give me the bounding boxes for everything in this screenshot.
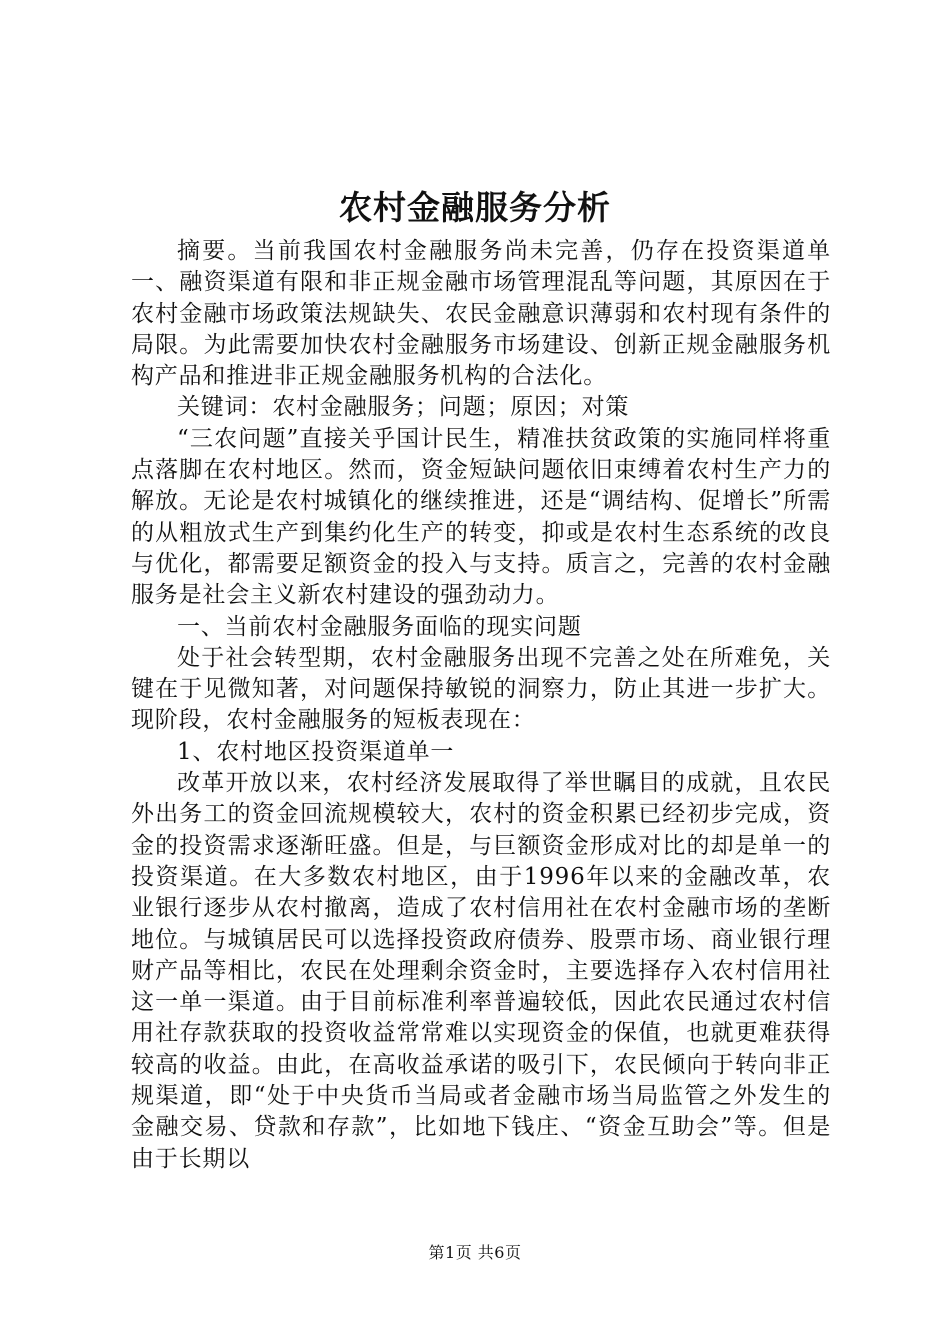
intro-paragraph: “三农问题”直接关乎国计民生，精准扶贫政策的实施同样将重点落脚在农村地区。然而，资金短缺问题依旧束缚着农村生产力的解放。无论是农村城镇化的继续推进，还是“调结构、促增长”所需的从粗放式生产到集约化生产的转变，抑或是农村生态系统的改良与优化，都需要足额资金的投入与支持。质言之，完善的农村金融服务是社会主义新农村建设的强劲动力。 [131, 425, 831, 609]
subsection-heading: 1、农村地区投资渠道单一 [177, 738, 455, 765]
body-paragraph: 改革开放以来，农村经济发展取得了举世瞩目的成就，且农民外出务工的资金回流规模较大，农村的资金积累已经初步完成，资金的投资需求逐渐旺盛。但是，与巨额资金形成对比的却是单一的投资渠道。在大多数农村地区，由于1996年以来的金融改革，农业银行逐步从农村撤离，造成了农村信用社在农村金融市场的垄断地位。与城镇居民可以选择投资政府债券、股票市场、商业银行理财产品等相比，农民在处理剩余资金时，主要选择存入农村信用社这一单一渠道。由于目前标准利率普遍较低，因此农民通过农村信用社存款获取的投资收益常常难以实现资金的保值，也就更难获得较高的收益。由此，在高收益承诺的吸引下，农民倾向于转向非正规渠道，即“处于中央货币当局或者金融市场当局监管之外发生的金融交易、贷款和存款”，比如地下钱庄、“资金互助会”等。但是由于长期以 [131, 770, 831, 1172]
section-heading: 一、当前农村金融服务面临的现实问题 [177, 613, 582, 640]
abstract-paragraph: 摘要。当前我国农村金融服务尚未完善，仍存在投资渠道单一、融资渠道有限和非正规金融市场管理混乱等问题，其原因在于农村金融市场政策法规缺失、农民金融意识薄弱和农村现有条件的局限。为此需要加快农村金融服务市场建设、创新正规金融服务机构产品和推进非正规金融服务机构的合法化。 [131, 238, 831, 390]
section-intro-paragraph: 处于社会转型期，农村金融服务出现不完善之处在所难免，关键在于见微知著，对问题保持敏锐的洞察力，防止其进一步扩大。现阶段，农村金融服务的短板表现在： [131, 644, 831, 734]
keywords-paragraph: 关键词：农村金融服务；问题；原因；对策 [177, 394, 630, 421]
document-title: 农村金融服务分析 [339, 188, 611, 227]
document-body [131, 236, 831, 1175]
page-indicator: 第1页 共6页 [428, 1243, 522, 1262]
